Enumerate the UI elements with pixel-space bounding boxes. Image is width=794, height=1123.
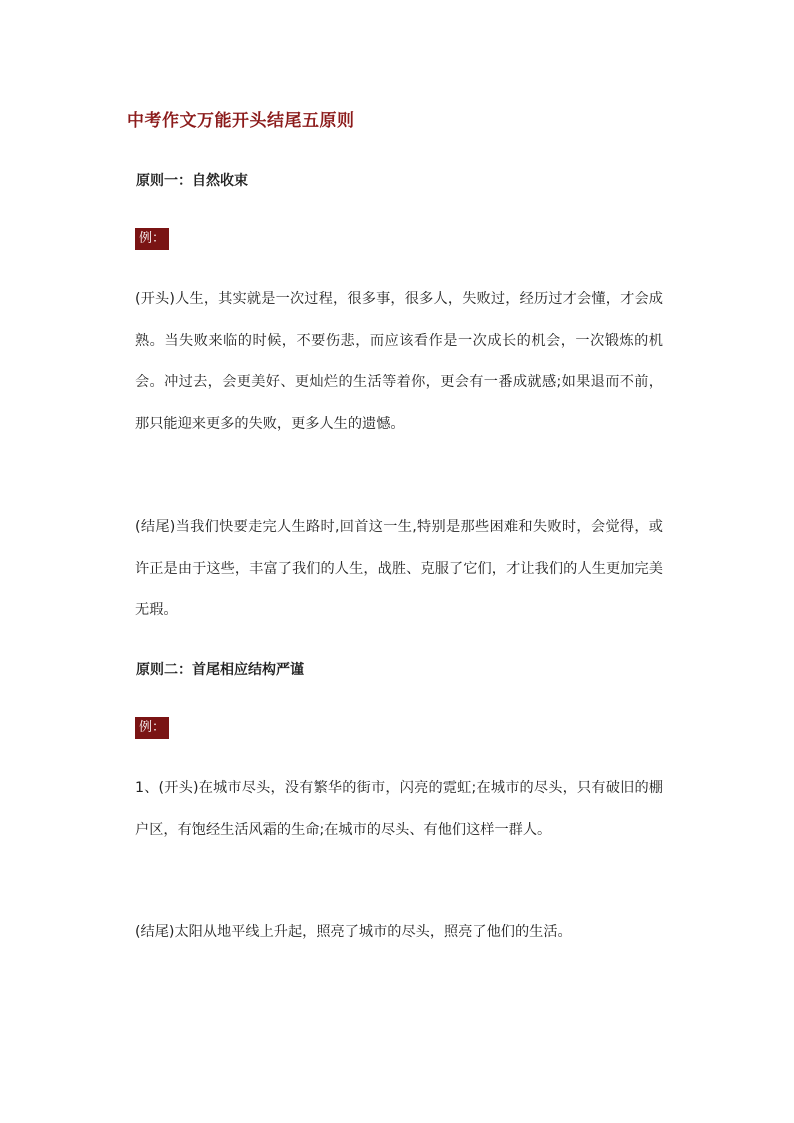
- section-heading-principle-one: 原则一：自然收束: [136, 173, 248, 189]
- page-title: 中考作文万能开头结尾五原则: [127, 111, 355, 131]
- paragraph-opening-example: (开头)人生，其实就是一次过程，很多事，很多人，失败过，经历过才会懂，才会成熟。当失败来临的时候，不要伤悲，而应该看作是一次成长的机会，一次锻炼的机会。冲过去，会更美好、更灿烂的生活等着你，更会有一番成就感;如果退而不前，那只能迎来更多的失败，更多人生的遗憾。: [135, 291, 663, 432]
- section-heading-principle-two: 原则二：首尾相应结构严谨: [136, 662, 304, 678]
- paragraph-ending-example: (结尾)当我们快要走完人生路时,回首这一生,特别是那些困难和失败时，会觉得，或许正是由于这些，丰富了我们的人生，战胜、克服了它们，才让我们的人生更加完美无瑕。: [135, 519, 663, 618]
- example-label-badge: 例：: [135, 717, 169, 739]
- paragraph-ending-example: (结尾)太阳从地平线上升起，照亮了城市的尽头，照亮了他们的生活。: [135, 924, 572, 940]
- example-label-badge: 例：: [135, 228, 169, 250]
- paragraph-opening-example: 1、(开头)在城市尽头，没有繁华的街市，闪亮的霓虹;在城市的尽头，只有破旧的棚户区，有饱经生活风霜的生命;在城市的尽头、有他们这样一群人。: [135, 780, 663, 838]
